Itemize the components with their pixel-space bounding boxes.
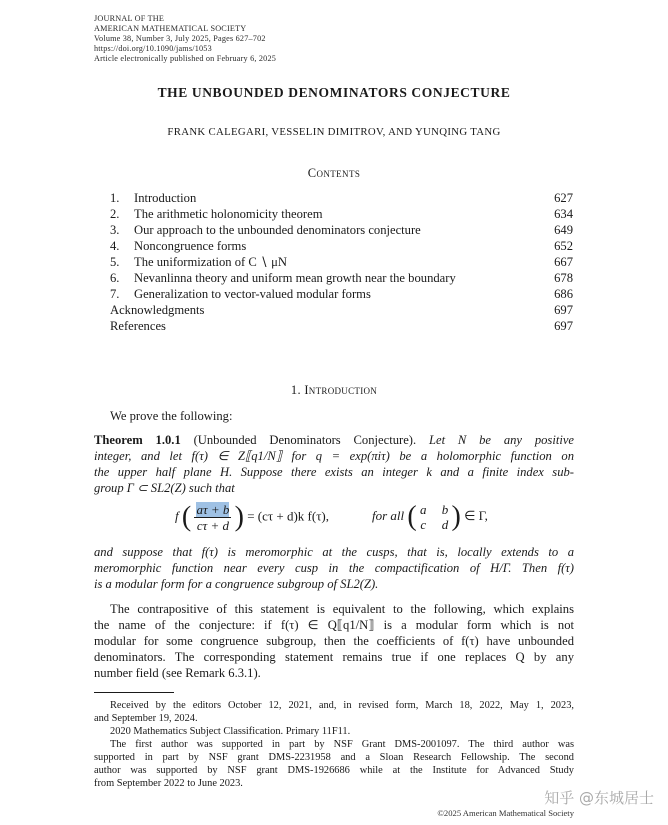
theorem-text-2: integer, and let f(τ) ∈ Z⟦q1/N⟧ for q = exp(πiτ) be a holomorphic function on [94, 449, 574, 463]
theorem-text-3: the upper half plane H. Suppose there exists an integer k and a finite index sub- [94, 465, 574, 479]
toc-entry-page: 652 [554, 239, 573, 253]
toc-entry-page: 697 [554, 319, 573, 333]
toc-entry[interactable] [110, 286, 573, 302]
fraction-numerator-text: aτ + b [196, 502, 230, 517]
footnotes [94, 699, 574, 790]
section-title: Introduction [304, 383, 378, 397]
toc-entry-page: 634 [554, 207, 573, 221]
equation-fraction [194, 502, 231, 533]
doi-link[interactable]: https://doi.org/10.1090/jams/1053 [94, 43, 212, 53]
footnote-received-1: Received by the editors October 12, 2021, and, in revised form, March 18, 2022, May 1, 2023, [110, 700, 574, 711]
toc-entry-page: 627 [554, 191, 573, 205]
matrix-paren-close: ) [451, 501, 461, 532]
toc-entry-title: Generalization to vector-valued modular forms [134, 287, 371, 301]
paragraph-line-4: denominators. The corresponding statement remains true if one replaces Q by any [94, 650, 574, 664]
matrix-entry-a: a [419, 502, 427, 517]
theorem-label: Theorem 1.0.1 [94, 433, 181, 447]
volume-info: Volume 38, Number 3, July 2025, Pages 627–702 [94, 33, 266, 43]
watermark: 知乎 @东城居士 [544, 789, 654, 807]
toc-entry-title: Noncongruence forms [134, 239, 247, 253]
theorem-text-7: is a modular form for a congruence subgroup of SL2(Z). [94, 577, 379, 591]
toc-entry[interactable] [110, 318, 573, 334]
journal-name-line1: JOURNAL OF THE [94, 14, 165, 23]
toc-entry-number: 2. [110, 207, 120, 221]
fraction-denominator: cτ + d [196, 518, 230, 533]
toc-entry-number: 3. [110, 223, 120, 237]
paragraph-line-3: modular for some congruence subgroup, then the coefficients of f(τ) have unbounded [94, 634, 574, 648]
for-all-text: for all [372, 507, 405, 523]
toc-entry-number: 6. [110, 271, 120, 285]
table-of-contents [110, 190, 573, 334]
equation-paren-close: ) [234, 501, 244, 533]
toc-entry-title: Introduction [134, 191, 197, 205]
section-number: 1. [290, 383, 301, 397]
matrix-entry-d: d [441, 517, 449, 532]
paper-authors: FRANK CALEGARI, VESSELIN DIMITROV, AND YUNQING TANG [167, 126, 501, 138]
footnote-msc: 2020 Mathematics Subject Classification. Primary 11F11. [110, 726, 351, 737]
paragraph-line-1: The contrapositive of this statement is equivalent to the following, which explains [110, 602, 574, 616]
equation-condition [372, 502, 488, 532]
toc-entry-page: 667 [554, 255, 573, 269]
footnote-support-3: author was supported by NSF grant DMS-1926686 while at the Institute for Advanced Study [94, 765, 574, 776]
theorem-line-1 [94, 432, 574, 448]
toc-entry[interactable] [110, 206, 573, 222]
footnote-divider [94, 692, 174, 693]
equation-paren-open: ( [181, 501, 192, 533]
publication-date: Article electronically published on February 6, 2025 [94, 53, 277, 63]
toc-entry-title: Nevanlinna theory and uniform mean growth near the boundary [134, 271, 456, 285]
toc-entry-title: The arithmetic holonomicity theorem [134, 207, 323, 221]
toc-entry-title: Acknowledgments [110, 303, 205, 317]
toc-entry-page: 649 [554, 223, 573, 237]
paper-title: THE UNBOUNDED DENOMINATORS CONJECTURE [157, 85, 511, 100]
contrapositive-paragraph [94, 601, 574, 681]
matrix-entry-c: c [420, 517, 427, 532]
journal-name-line2: AMERICAN MATHEMATICAL SOCIETY [94, 23, 247, 33]
matrix-col-2 [442, 502, 449, 532]
condition-tail: ∈ Γ, [464, 507, 488, 523]
equation-function: f [175, 508, 179, 524]
toc-entry-number: 1. [110, 191, 120, 205]
toc-entry[interactable] [110, 238, 573, 254]
toc-entry-number: 5. [110, 255, 120, 269]
footnote-support-4: from September 2022 to June 2023. [94, 778, 243, 789]
toc-entry-page: 678 [554, 271, 573, 285]
toc-entry[interactable] [110, 190, 573, 206]
intro-text: We prove the following: [110, 409, 233, 423]
theorem-text-5: and suppose that f(τ) is meromorphic at the cusps, that is, locally extends to a [94, 545, 574, 559]
intro-sentence [110, 408, 574, 424]
toc-entry-title: Our approach to the unbounded denominators conjecture [134, 223, 421, 237]
paragraph-line-5: number field (see Remark 6.3.1). [94, 666, 261, 680]
theorem-text-1: Let N be any positive [428, 433, 574, 447]
theorem-name: (Unbounded Denominators Conjecture). [193, 433, 417, 447]
toc-entry[interactable] [110, 222, 573, 238]
theorem-block [94, 432, 574, 496]
copyright-notice: ©2025 American Mathematical Society [437, 808, 574, 818]
equation-lhs [175, 502, 329, 533]
matrix-col-1 [420, 502, 427, 532]
matrix-paren-open: ( [407, 501, 417, 532]
footnote-received-2: and September 19, 2024. [94, 713, 198, 724]
theorem-continuation [94, 544, 574, 592]
matrix-entry-b: b [441, 502, 449, 517]
toc-entry-page: 697 [554, 303, 573, 317]
paragraph-line-2: the name of the conjecture: if f(τ) ∈ Q⟦q1/N⟧ is a modular form which is not [94, 618, 574, 632]
toc-entry-number: 4. [110, 239, 120, 253]
toc-entry-number: 7. [110, 287, 120, 301]
toc-entry-page: 686 [554, 287, 573, 301]
toc-entry[interactable] [110, 270, 573, 286]
footnote-support-2: supported in part by NSF grant DMS-2231958 and a Sloan Research Fellowship. The second [94, 752, 574, 763]
equation-rhs: = (cτ + d)k f(τ), [247, 508, 329, 524]
toc-entry[interactable] [110, 254, 573, 270]
toc-entry-title: References [110, 319, 166, 333]
fraction-numerator [194, 502, 231, 518]
journal-header [94, 14, 276, 64]
footnote-support-1: The first author was supported in part by NSF Grant DMS-2001097. The third author was [110, 739, 574, 750]
section-heading [0, 383, 668, 398]
theorem-text-4: group Γ ⊂ SL2(Z) such that [94, 481, 235, 495]
contents-heading: Contents [307, 166, 361, 180]
display-equation [0, 502, 668, 542]
theorem-text-6: meromorphic function near every cusp in the compactification of H/Γ. Then f(τ) [94, 561, 574, 575]
toc-entry[interactable] [110, 302, 573, 318]
toc-entry-title: The uniformization of C ∖ μN [134, 255, 287, 269]
